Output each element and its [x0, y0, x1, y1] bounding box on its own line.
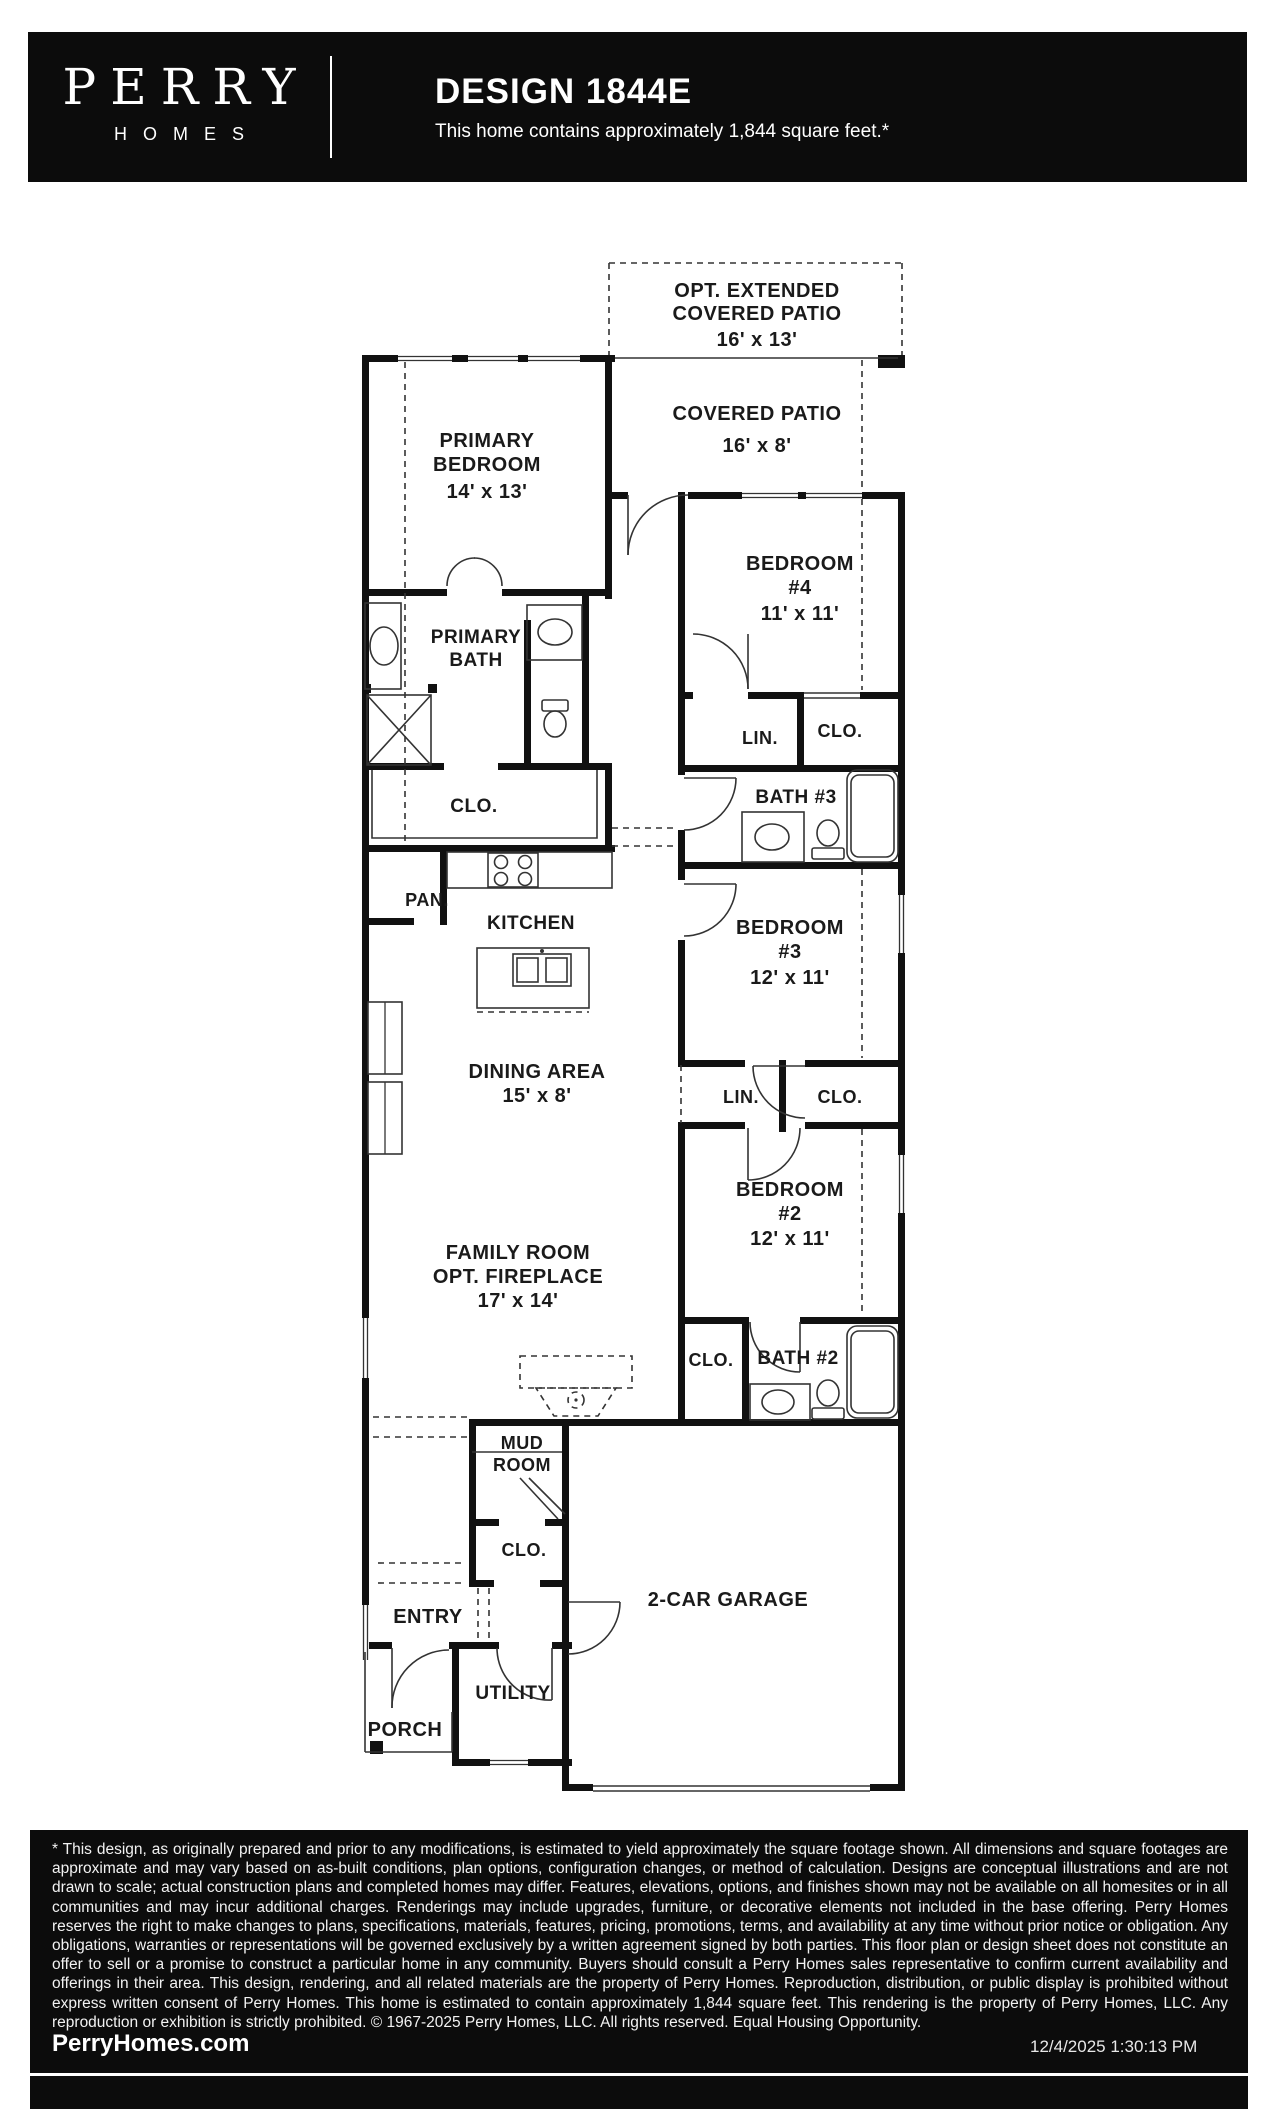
room-dims-bedroom3: 12' x 11' — [750, 967, 830, 989]
room-label-bedroom2: BEDROOM — [736, 1179, 844, 1201]
svg-text:#3: #3 — [778, 941, 802, 963]
svg-text:#4: #4 — [788, 577, 812, 599]
room-label-closet-bath2: CLO. — [688, 1350, 734, 1370]
room-label-bath3: BATH #3 — [755, 787, 837, 808]
svg-text:OPT. FIREPLACE: OPT. FIREPLACE — [432, 1266, 604, 1288]
page-title: DESIGN 1844E — [435, 72, 693, 111]
room-labels — [368, 280, 863, 1741]
logo-homes-text: HOMES — [113, 124, 260, 144]
room-label-closet-bed2: CLO. — [817, 1087, 863, 1107]
room-label-primary-bedroom: PRIMARY — [439, 430, 535, 452]
shower-icon — [367, 695, 431, 765]
sink-icon — [755, 824, 789, 850]
bathtub-icon — [847, 1326, 898, 1418]
room-label-bedroom4: BEDROOM — [746, 553, 854, 575]
page-subtitle: This home contains approximately 1,844 square feet.* — [435, 121, 890, 142]
svg-text:COVERED PATIO: COVERED PATIO — [672, 303, 842, 325]
disclaimer-box — [30, 1830, 1248, 2109]
room-label-closet-mud: CLO. — [501, 1540, 547, 1560]
room-label-closet-bed4: CLO. — [817, 721, 863, 741]
toilet-tank — [812, 1408, 844, 1419]
room-label-pantry: PAN. — [405, 890, 449, 910]
room-label-family-room: FAMILY ROOM — [445, 1242, 591, 1264]
room-label-bath2: BATH #2 — [757, 1348, 839, 1369]
toilet-icon — [544, 711, 566, 737]
room-dims-primary-bedroom: 14' x 13' — [446, 481, 528, 503]
sink-icon — [762, 1390, 794, 1414]
logo-perry-text: PERRY — [62, 58, 310, 116]
room-label-entry: ENTRY — [393, 1606, 463, 1628]
room-label-garage: 2-CAR GARAGE — [647, 1589, 809, 1611]
print-timestamp: 12/4/2025 1:30:13 PM — [1030, 2037, 1198, 2056]
sink-icon — [538, 619, 572, 645]
room-label-dining: DINING AREA — [468, 1061, 606, 1083]
footer-rule — [30, 2073, 1248, 2076]
disclaimer-text: * This design, as originally prepared and prior to any modifications, is estimated to yield approximately the square footage shown. All dimensions and square footages are approximate and may vary based on as-built conditions, plan options, configuration changes, or method of calculation. Designs are conceptual illustrations and are not drawn to scale; actual construction plans and completed homes may differ. Features, elevations, options, and finishes shown may not be available on all homesites or in all communities and may incur additional charges. Renderings may include upgrades, furniture, or decorative elements not included in the base offering. Perry Homes reserves the right to make changes to plans, specifications, materials, features, pricing, promotions, terms, and availability at any time without prior notice or obligation. Any obligations, warranties or representations will be governed exclusively by a written agreement signed by both parties. This floor plan or design sheet does not constitute an offer to sell or a promise to construct a particular home in any community. Buyers should consult a Perry Homes sales representative to confirm current availability and offerings in their area. This design, rendering, and all related materials are the property of Perry Homes. Reproduction, distribution, or public display is prohibited without express written consent of Perry Homes. This home is estimated to contain approximately 1,844 square feet. This rendering is the property of Perry Homes, LLC. Any reproduction or exhibition is strictly prohibited. © 1967-2025 Perry Homes, LLC. All rights reserved. Equal Housing Opportunity. — [52, 1841, 1228, 2031]
toilet-icon — [817, 1380, 839, 1406]
room-dims-covered-patio: 16' x 8' — [722, 435, 792, 457]
svg-text:BATH: BATH — [449, 650, 503, 671]
svg-text:BEDROOM: BEDROOM — [433, 454, 541, 476]
sink-icon — [370, 627, 398, 665]
room-label-kitchen: KITCHEN — [487, 913, 575, 934]
room-label-mud-room: MUD — [500, 1433, 544, 1453]
room-dims-opt-patio: 16' x 13' — [716, 329, 798, 351]
cooktop-icon — [488, 853, 538, 887]
svg-text:#2: #2 — [778, 1203, 802, 1225]
room-label-primary-bath: PRIMARY — [430, 627, 522, 648]
room-label-porch: PORCH — [367, 1719, 443, 1741]
room-dims-bedroom2: 12' x 11' — [750, 1228, 830, 1250]
vanity-counter — [742, 812, 804, 862]
room-label-utility: UTILITY — [475, 1683, 551, 1704]
room-label-opt-patio: OPT. EXTENDED — [674, 280, 840, 302]
room-label-linen2: LIN. — [723, 1087, 759, 1107]
room-dims-dining: 15' x 8' — [502, 1085, 572, 1107]
kitchen-island — [477, 948, 589, 1012]
room-label-closet-primary: CLO. — [450, 796, 498, 817]
bathtub-icon — [847, 770, 898, 862]
toilet-tank — [542, 700, 568, 711]
perryhomes-site-link[interactable]: PerryHomes.com — [52, 2030, 250, 2057]
toilet-tank — [812, 848, 844, 859]
svg-text:ROOM: ROOM — [493, 1455, 551, 1475]
room-label-linen1: LIN. — [742, 728, 778, 748]
toilet-icon — [817, 820, 839, 846]
room-dims-bedroom4: 11' x 11' — [760, 603, 840, 625]
room-label-bedroom3: BEDROOM — [736, 917, 844, 939]
room-dims-family-room: 17' x 14' — [477, 1290, 559, 1312]
vanity-counter — [527, 605, 582, 660]
room-label-covered-patio: COVERED PATIO — [672, 403, 842, 425]
optional-fireplace — [520, 1356, 632, 1416]
